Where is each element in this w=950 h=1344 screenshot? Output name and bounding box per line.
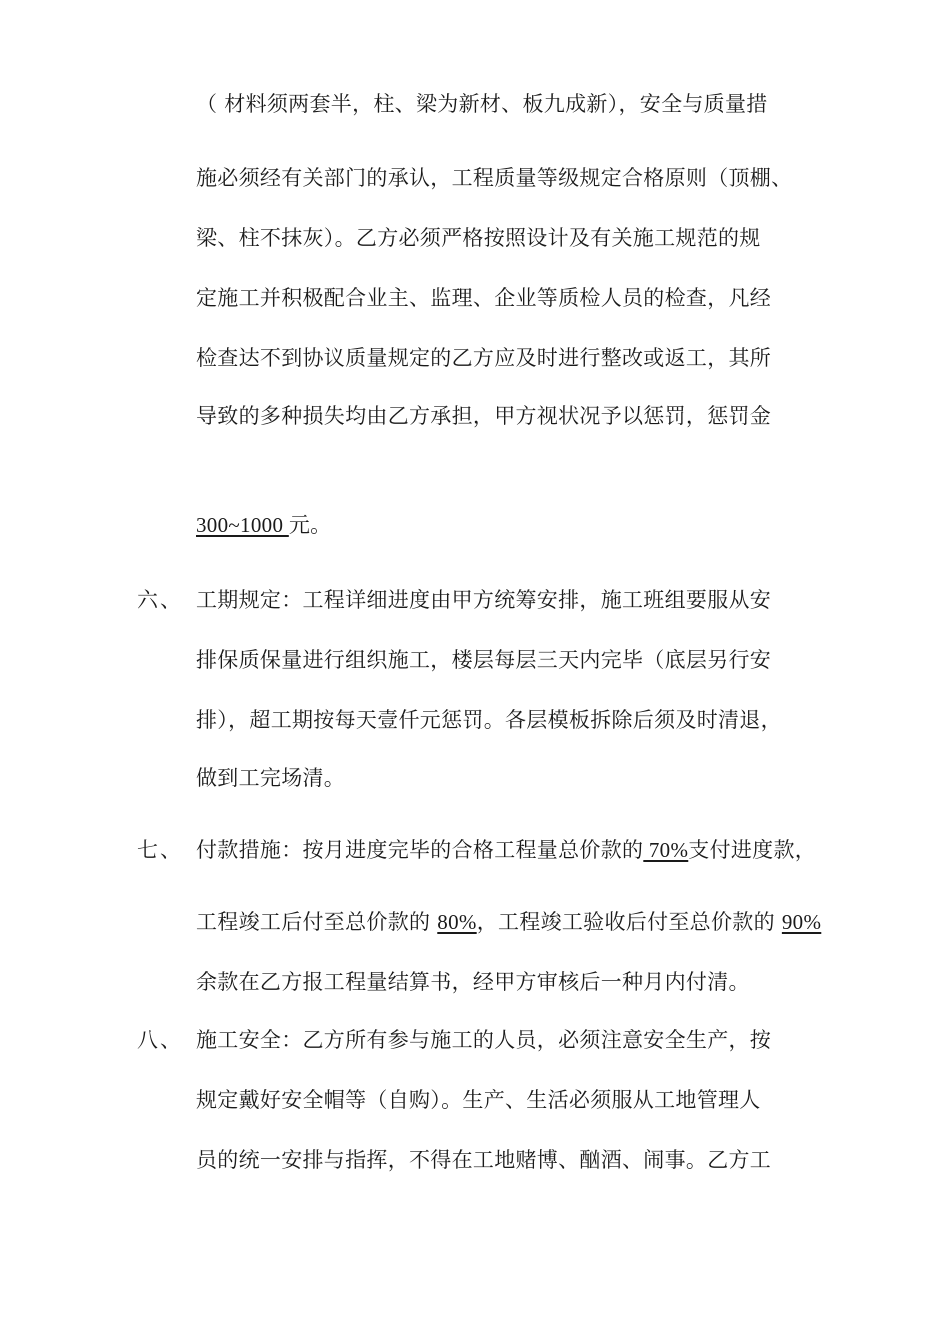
para6-line-4: 做到工完场清。 bbox=[196, 766, 346, 790]
para7-line-1 bbox=[196, 836, 816, 864]
para5-line-2: 施必须经有关部门的承认，工程质量等级规定合格原则（顶棚、 bbox=[196, 166, 793, 190]
para6-line-1: 工期规定：工程详细进度由甲方统筹安排，施工班组要服从安 bbox=[196, 588, 772, 612]
para5-line-1: （ 材料须两套半，柱、梁为新材、板九成新），安全与质量措 bbox=[196, 92, 768, 116]
para8-line-3: 员的统一安排与指挥，不得在工地赌博、酗酒、闹事。乙方工 bbox=[196, 1148, 772, 1172]
para8-number: 八、 bbox=[137, 1028, 183, 1052]
para6-line-2: 排保质保量进行组织施工，楼层每层三天内完毕（底层另行安 bbox=[196, 648, 772, 672]
fine-unit: 元。 bbox=[288, 513, 332, 537]
para7-line-1-text-b: 支付进度款， bbox=[688, 838, 817, 862]
para7-line-2-text-a: 工程竣工后付至总价款的 bbox=[196, 910, 438, 934]
para6-number: 六、 bbox=[137, 588, 183, 612]
para6-line-3: 排），超工期按每天壹仟元惩罚。各层模板拆除后须及时清退， bbox=[196, 708, 782, 732]
para8-line-2: 规定戴好安全帽等（自购）。生产、生活必须服从工地管理人 bbox=[196, 1088, 761, 1112]
para7-line-2 bbox=[196, 908, 821, 936]
completion-payment-percent: 80% bbox=[437, 910, 477, 934]
para7-number: 七、 bbox=[137, 838, 183, 862]
progress-payment-percent: 70% bbox=[643, 838, 689, 862]
para5-line-6: 导致的多种损失均由乙方承担，甲方视状况予以惩罚，惩罚金 bbox=[196, 404, 772, 428]
acceptance-payment-percent: 90% bbox=[781, 910, 822, 934]
para8-line-1: 施工安全：乙方所有参与施工的人员，必须注意安全生产，按 bbox=[196, 1028, 772, 1052]
para7-line-2-text-b: ，工程竣工验收后付至总价款的 bbox=[476, 910, 782, 934]
para7-line-1-text-a: 付款措施：按月进度完毕的合格工程量总价款的 bbox=[196, 838, 644, 862]
para7-line-3: 余款在乙方报工程量结算书，经甲方审核后一种月内付清。 bbox=[196, 970, 750, 994]
fine-amount: 300~1000 bbox=[196, 513, 289, 537]
para5-line-4: 定施工并积极配合业主、监理、企业等质检人员的检查，凡经 bbox=[196, 286, 772, 310]
para5-line-7 bbox=[196, 511, 331, 539]
para5-line-5: 检查达不到协议质量规定的乙方应及时进行整改或返工，其所 bbox=[196, 346, 772, 370]
para5-line-3: 梁、柱不抹灰）。乙方必须严格按照设计及有关施工规范的规 bbox=[196, 226, 761, 250]
